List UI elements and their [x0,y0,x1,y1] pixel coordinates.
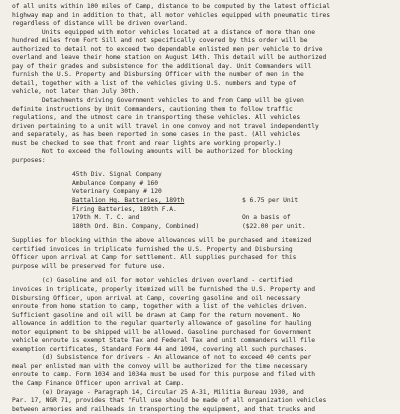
text-line: authorized to detail not to exceed two dependable enlisted men per vehicle to drive [12,45,323,53]
text-line: (e) Drayage - Paragraph 14, Circular 25 A-31, Militia Bureau 1930, and [12,388,304,396]
text-line: purpose will be preserved for future use. [12,262,166,270]
text-line: Officer upon arrival at Camp for settlement. All supplies purchased for this [12,254,297,262]
allocation-row [12,223,390,232]
text-line: Par. 17, NGR 71, provides that "Full use should be made of all organization vehicles [12,397,327,405]
intro-section [12,3,390,165]
allocation-unit: 45th Div. Signal Company [72,171,162,179]
allocation-row [12,188,390,197]
allocation-rate [242,180,390,189]
allocation-row [12,206,390,215]
text-line: purposes: [12,156,46,164]
text-line: vehicle, not later than July 30th. [12,88,140,96]
allocation-row [12,197,390,206]
allocation-unit: 180th Ord. Bin. Company, Combined) [72,222,200,230]
text-line: and separately, as has been reported in some cases in the past. (All vehicles [12,131,301,139]
allocation-row [12,171,390,180]
text-line: (d) Subsistence for drivers - An allowance of not to exceed 40 cents per [12,354,312,362]
text-line: hundred miles from Fort Sill and not specifically covered by this order will be [12,37,308,45]
text-line: vehicle enroute is exempt State Tax and Federal Tax and unit commanders will file [12,337,316,345]
text-line: Disbursing Officer, upon arrival at Camp, covering gasoline and oil necessary [12,294,301,302]
text-line: invoices in triplicate, properly itemized will be furnished the U.S. Property and [12,285,316,293]
blocking-allowance-table [12,171,390,231]
text-line: Detachments driving Government vehicles to and from Camp will be given [12,97,304,105]
text-line: detail, together with a list of the vehicles giving U.S. numbers and type of [12,79,297,87]
text-line: pay of their grades and subsistence for the additional day. Unit Commanders will [12,62,312,70]
text-line: furnish the U.S. Property and Disbursing Officer with the number of men in the [12,71,304,79]
allocation-unit: Firing Batteries, 189th F.A. [72,205,177,213]
subsistence-paragraph [12,354,390,388]
text-line: of all units within 100 miles of Camp, distance to be computed by the latest official [12,3,330,10]
supplies-paragraph [12,237,390,271]
allocation-rate [242,188,390,197]
allocation-rate [242,206,390,215]
text-line: exemption certificates, Standard Form 44 and 1094, covering all such purchases. [12,345,308,353]
text-line: the Camp Finance Officer upon arrival at Camp. [12,379,185,387]
text-line: highway map and in addition to that, all motor vehicles equipped with pneumatic tires [12,11,330,19]
text-line: definite instructions by Unit Commanders, cautioning them to follow traffic [12,105,293,113]
text-line: meal per enlisted man with the convoy will be authorized for the time necessary [12,362,308,370]
text-line: regardless of distance will be driven overland. [12,20,188,28]
text-line: regulations, and the utmost care in transporting these vehicles. All vehicles [12,114,301,122]
text-line: Units equipped with motor vehicles located at a distance of more than one [12,28,316,36]
text-line: Supplies for blocking within the above allowances will be purchased and itemized [12,237,312,245]
allocation-row [12,180,390,189]
drayage-paragraph [12,389,390,414]
allocation-rate: ($22.00 per unit. [242,222,306,230]
text-line: motor equipment to be shipped will be allowed. Gasoline purchased for Government [12,328,312,336]
text-line: Not to exceed the following amounts will be authorized for blocking [12,148,293,156]
text-line: overland and leave their home station on August 14th. This detail will be authorized [12,54,327,62]
text-line: enroute from home station to camp, together with a list of the vehicles driven. [12,303,308,311]
gasoline-oil-paragraph [12,277,390,354]
text-line: enroute to camp. Form 1034 and 1034a must be used for this purpose and filed with [12,371,316,379]
text-line: between armories and railheads in transporting the equipment, and that trucks and [12,405,316,413]
allocation-unit: Veterinary Company # 120 [72,188,162,196]
text-line: must be checked to see that front and rear lights are working properly.) [12,139,282,147]
text-line: driven pertaining to a unit will travel in one convoy and not travel independently [12,122,319,130]
allocation-rate: On a basis of [242,214,291,222]
allocation-row [12,214,390,223]
allocation-rate [242,171,390,180]
text-line: (c) Gasoline and oil for motor vehicles driven overland - certified [12,277,293,285]
text-line: certified invoices in triplicate furnished the U.S. Property and Disbursing [12,245,293,253]
text-line: allowance in addition to the regular quarterly allowance of gasoline for hauling [12,320,312,328]
text-line: Sufficient gasoline and oil will be drawn at Camp for the return movement. No [12,311,301,319]
allocation-unit: Ambulance Company # 160 [72,179,159,187]
allocation-unit: 179th M. T. C. and [72,214,140,222]
allocation-unit: Battalion Hq. Batteries, 189th [72,197,185,205]
allocation-rate: $ 6.75 per Unit [242,197,299,205]
